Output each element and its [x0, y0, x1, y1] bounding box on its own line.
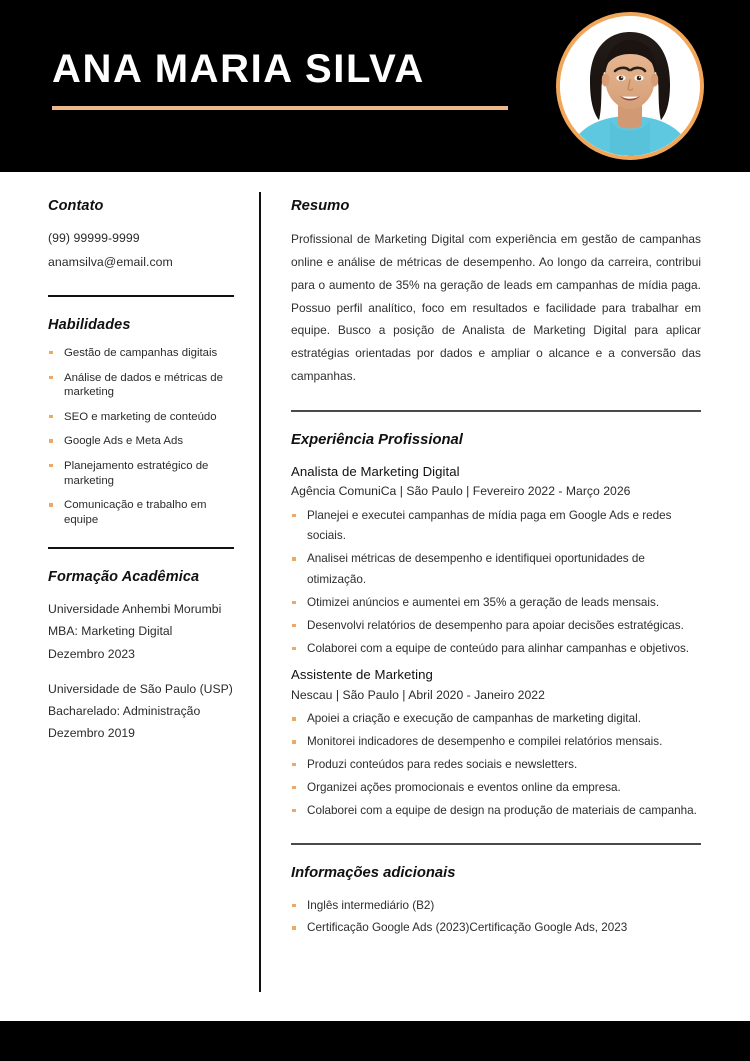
skills-section: [48, 317, 234, 527]
education-date: Dezembro 2023: [48, 646, 135, 661]
experience-section-title: Experiência Profissional: [291, 431, 463, 448]
header-accent-rule: [52, 106, 508, 110]
education-date: Dezembro 2019: [48, 726, 135, 741]
list-item: Análise de dados e métricas de marketing: [48, 371, 234, 400]
column-divider: [259, 192, 261, 992]
job-bullets: [291, 709, 701, 821]
education-degree: Bacharelado: Administração: [48, 704, 201, 719]
education-institution: Universidade Anhembi Morumbi: [48, 602, 222, 617]
list-item: Inglês intermediário (B2): [291, 895, 701, 917]
list-item: Monitorei indicadores de desempenho e compilei relatórios mensais.: [291, 732, 701, 753]
contact-section: [48, 198, 234, 275]
list-item: Desenvolvi relatórios de desempenho para apoiar decisões estratégicas.: [291, 616, 701, 637]
list-item: Certificação Google Ads (2023)Certificação Google Ads, 2023: [291, 917, 701, 939]
summary-text: Profissional de Marketing Digital com experiência em gestão de campanhas online e análise de métricas de desempenho. Ao longo da carreira, contribui para o aumento de 35% na geração de leads em campanhas de mídia paga. Possuo perfil analítico, foco em resultados e facilidade para trabalhar em equipe. Busco a posição de Analista de Marketing Digital para aplicar estratégias orientadas por dados e ampliar o alcance e a conversão das campanhas.: [291, 232, 701, 384]
contact-email[interactable]: anamsilva@email.com: [48, 254, 173, 269]
experience-section: [291, 432, 701, 822]
education-degree: MBA: Marketing Digital: [48, 624, 173, 639]
list-item: Colaborei com a equipe de conteúdo para alinhar campanhas e objetivos.: [291, 639, 701, 660]
page-title: ANA MARIA SILVA: [52, 47, 425, 91]
resume-header: [0, 0, 750, 172]
skills-list: [48, 346, 234, 527]
experience-entry: [291, 665, 701, 821]
list-item: SEO e marketing de conteúdo: [48, 410, 234, 425]
list-item: Gestão de campanhas digitais: [48, 346, 234, 361]
list-item: Comunicação e trabalho em equipe: [48, 498, 234, 527]
header-name-block: [52, 48, 502, 110]
education-entry: [48, 678, 234, 745]
sidebar: [48, 198, 234, 758]
additional-info-list: [291, 895, 701, 939]
list-item: Analisei métricas de desempenho e identifiquei oportunidades de otimização.: [291, 549, 701, 591]
list-item: Colaborei com a equipe de design na produção de materiais de campanha.: [291, 801, 701, 822]
resume-footer-bar: [0, 1021, 750, 1061]
contact-phone[interactable]: (99) 99999-9999: [48, 231, 140, 245]
list-item: Organizei ações promocionais e eventos online da empresa.: [291, 778, 701, 799]
list-item: Otimizei anúncios e aumentei em 35% a geração de leads mensais.: [291, 593, 701, 614]
main-content: [291, 198, 701, 939]
summary-section-title: Resumo: [291, 198, 350, 214]
job-role: Analista de Marketing Digital: [291, 463, 460, 479]
education-entry: [48, 598, 234, 665]
summary-section: [291, 198, 701, 388]
job-meta: Nescau | São Paulo | Abril 2020 - Janeiro 2022: [291, 688, 545, 703]
education-section-title: Formação Acadêmica: [48, 569, 200, 586]
job-role: Assistente de Marketing: [291, 667, 433, 683]
education-section: [48, 569, 234, 744]
list-item: Google Ads e Meta Ads: [48, 434, 234, 449]
list-item: Apoiei a criação e execução de campanhas de marketing digital.: [291, 709, 701, 730]
education-institution: Universidade de São Paulo (USP): [48, 681, 233, 696]
list-item: Produzi conteúdos para redes sociais e newsletters.: [291, 755, 701, 776]
job-meta: Agência ComuniCa | São Paulo | Fevereiro 2022 - Março 2026: [291, 484, 631, 499]
resume-body: [0, 172, 750, 1021]
additional-info-section: [291, 865, 701, 939]
sidebar-divider-2: [48, 547, 234, 549]
portrait-illustration: [560, 16, 700, 156]
avatar: [556, 12, 704, 160]
job-bullets: [291, 506, 701, 660]
skills-section-title: Habilidades: [48, 316, 131, 333]
experience-entry: [291, 462, 701, 660]
main-divider-2: [291, 843, 701, 845]
additional-info-section-title: Informações adicionais: [291, 864, 456, 881]
contact-section-title: Contato: [48, 198, 104, 214]
list-item: Planejei e executei campanhas de mídia paga em Google Ads e redes sociais.: [291, 506, 701, 548]
sidebar-divider-1: [48, 295, 234, 297]
avatar-image: [560, 16, 700, 156]
list-item: Planejamento estratégico de marketing: [48, 459, 234, 488]
main-divider-1: [291, 410, 701, 412]
